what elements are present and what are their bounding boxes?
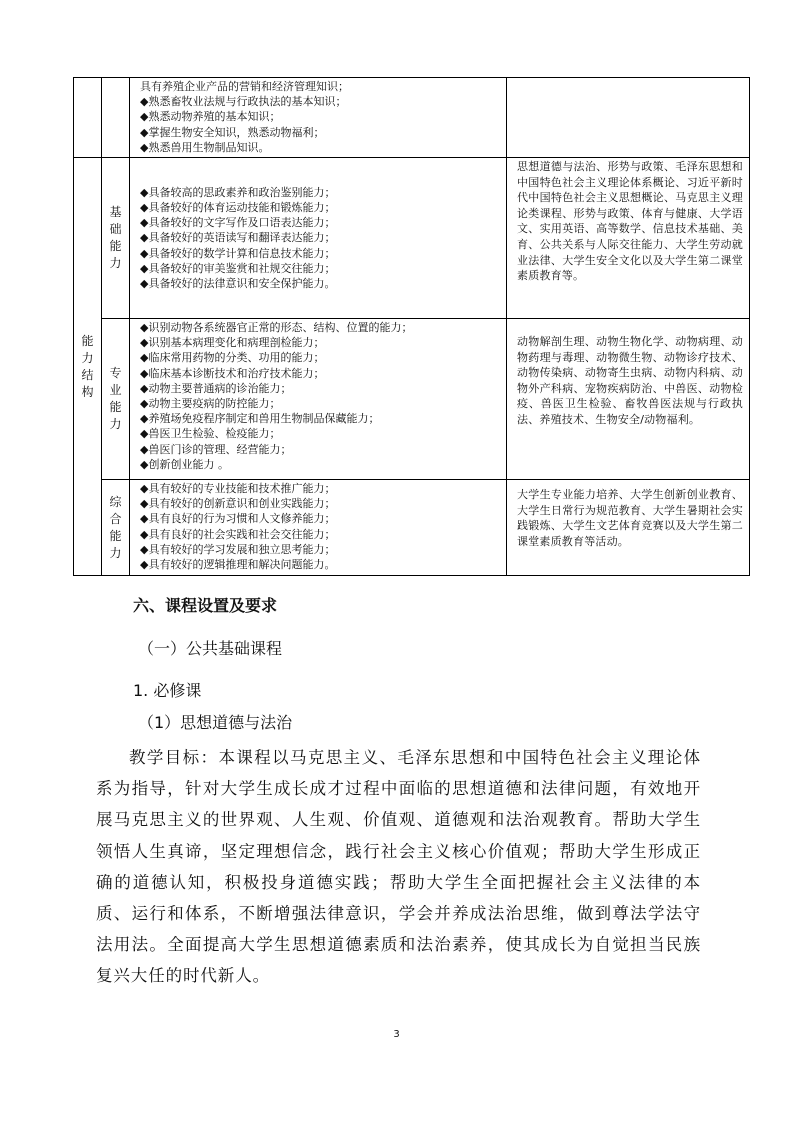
list-item: ◆识别动物各系统器官正常的形态、结构、位置的能力；: [140, 321, 413, 334]
list-item: ◆具有良好的社会实践和社会交往能力；: [140, 527, 336, 541]
list-item: ◆临床常用药物的分类、功用的能力；: [140, 351, 325, 365]
list-item: ◆具有良好的行为习惯和人文修养能力；: [140, 512, 336, 526]
list-item: ◆具备较好的法律意识和安全保护能力。: [140, 277, 336, 290]
courses-cell: [507, 480, 750, 576]
curriculum-table: [73, 77, 743, 576]
list-item: ◆具有较好的专业技能和技术推广能力；: [140, 482, 336, 495]
list-item: ◆熟悉兽用生物制品知识。: [140, 140, 270, 154]
list-item: ◆具有较好的学习发展和独立思考能力；: [140, 542, 336, 556]
list-item: ◆临床基本诊断技术和治疗技术能力；: [140, 366, 325, 380]
table-row-comprehensive: [74, 480, 750, 576]
row-label-cell: [102, 319, 130, 480]
body-paragraph: 教学目标：本课程以马克思主义、毛泽东思想和中国特色社会主义理论体系为指导，针对大学生成长成才过程中面临的思想道德和法律问题，有效地开展马克思主义的世界观、人生观、价值观、道德观和法治观教育。帮助大学生领悟人生真谛，坚定理想信念，践行社会主义核心价值观；帮助大学生形成正确的道德认知，积极投身道德实践；帮助大学生全面把握社会主义法律的本质、运行和体系，不断增强法律意识，学会并养成法治思维，做到尊法学法守法用法。全面提高大学生思想道德素质和法治素养，使其成长为自觉担当民族复兴大任的时代新人。: [96, 748, 701, 986]
list-item: ◆创新创业能力 。: [140, 457, 229, 471]
courses-text: 大学生专业能力培养、大学生创新创业教育、大学生日常行为规范教育、大学生暑期社会实践锻炼、大学生文艺体育竞赛以及大学生第二课堂素质教育等活动。: [517, 488, 743, 548]
ability-items-cell: [130, 158, 507, 319]
list-item: ◆识别基本病理变化和病理剖检能力；: [140, 336, 325, 350]
row-label: 基础能力: [109, 205, 122, 270]
ability-items-cell: [130, 480, 507, 576]
list-item: 具有养殖企业产品的营销和经济管理知识；: [140, 80, 349, 93]
subsection-heading: （一）公共基础课程: [138, 639, 283, 658]
list-item: ◆具有较好的创新意识和创业实践能力；: [140, 497, 336, 511]
empty-category-cell: [74, 78, 102, 158]
empty-courses-cell: [507, 78, 750, 158]
courses-cell: [507, 158, 750, 319]
row-label: 专业能力: [109, 366, 122, 431]
list-item: ◆具备较好的数学计算和信息技术能力；: [140, 246, 336, 260]
empty-sub-cell: [102, 78, 130, 158]
list-item: ◆兽医卫生检验、检疫能力；: [140, 427, 281, 441]
list-item: ◆熟悉动物养殖的基本知识；: [140, 110, 281, 124]
list-item: ◆养殖场免疫程序制定和兽用生物制品保藏能力；: [140, 412, 380, 426]
list-item: ◆具备较好的英语读写和翻译表达能力；: [140, 231, 336, 245]
row-label-cell: [102, 480, 130, 576]
list-item: ◆具备较高的思政素养和政治鉴别能力；: [140, 185, 336, 199]
list-item: ◆具有较好的逻辑推理和解决问题能力。: [140, 558, 336, 572]
list-item: ◆具备较好的体育运动技能和锻炼能力；: [140, 200, 336, 214]
list-item: ◆熟悉畜牧业法规与行政执法的基本知识；: [140, 95, 347, 109]
ability-structure-table: [73, 77, 750, 576]
course-heading: （1）思想道德与法治: [138, 713, 293, 732]
row-label: 综合能力: [109, 494, 122, 560]
category-cell: [74, 158, 102, 576]
list-item: ◆兽医门诊的管理、经营能力；: [140, 442, 292, 456]
page-number: 3: [393, 1029, 400, 1040]
ability-items-cell: [130, 319, 507, 480]
list-item: ◆具备较好的文字写作及口语表达能力；: [140, 216, 336, 230]
knowledge-items-cell: [130, 78, 507, 158]
list-item: ◆掌握生物安全知识，熟悉动物福利；: [140, 125, 325, 139]
item-heading: 1. 必修课: [133, 681, 202, 700]
category-label: 能力结构: [81, 333, 94, 399]
list-item: ◆动物主要普通病的诊治能力；: [140, 381, 292, 395]
list-item: ◆动物主要疫病的防控能力；: [140, 397, 281, 411]
list-item: ◆具备较好的审美鉴赏和社规交往能力；: [140, 261, 336, 275]
row-label-cell: [102, 158, 130, 319]
courses-cell: [507, 319, 750, 480]
table-row-knowledge: [74, 78, 750, 158]
table-row-professional: [74, 319, 750, 480]
table-row-basic: [74, 158, 750, 319]
section-heading: 六、课程设置及要求: [133, 596, 278, 615]
courses-text: 动物解剖生理、动物生物化学、动物病理、动物药理与毒理、动物微生物、动物诊疗技术、动物传染病、动物寄生虫病、动物内科病、动物外产科病、宠物疾病防治、中兽医、动物检疫、兽医卫生检验、畜牧兽医法规与行政执法、养殖技术、生物安全/动物福利。: [517, 335, 743, 426]
courses-text: 思想道德与法治、形势与政策、毛泽东思想和中国特色社会主义理论体系概论、习近平新时代中国特色社会主义思想概论、马克思主义理论类课程、形势与政策、体育与健康、大学语文、实用英语、高等数学、信息技术基础、美育、公共关系与人际交往能力、大学生劳动就业法律、大学生安全文化以及大学生第二课堂素质教育等。: [517, 160, 743, 283]
